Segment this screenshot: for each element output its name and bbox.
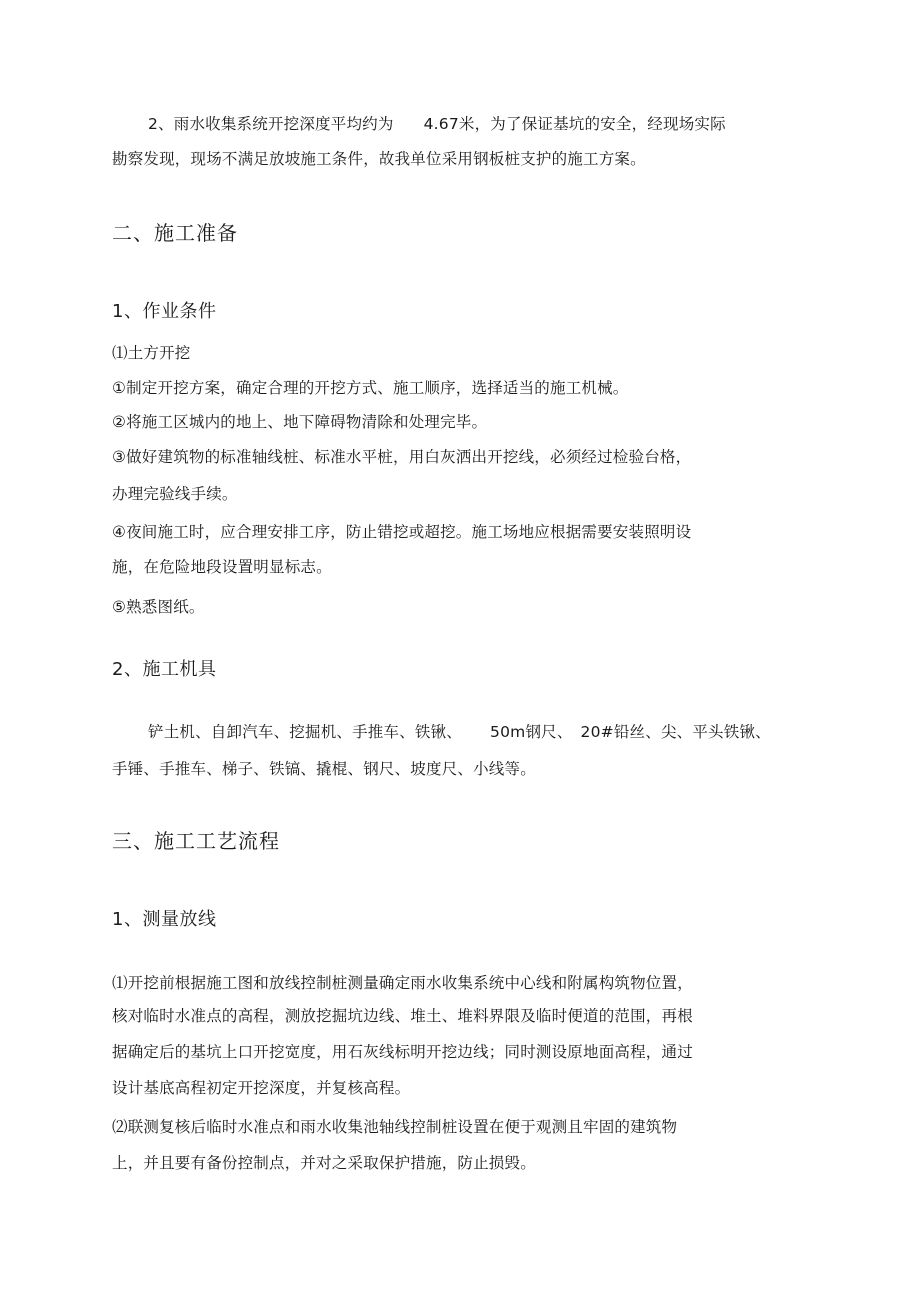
list-item: ③做好建筑物的标准轴线桩、标准水平桩，用白灰洒出开挖线，必须经过检验台格， [112, 448, 692, 466]
list-item: ⑴土方开挖 [112, 344, 191, 362]
list-item: 施，在危险地段设置明显标志。 [112, 558, 332, 576]
tools-text-a: 铲土机、自卸汽车、挖掘机、手推车、铁锹、 [148, 723, 463, 741]
list-item: ⑴开挖前根据施工图和放线控制桩测量确定雨水收集系统中心线和附属构筑物位置， [112, 974, 693, 992]
list-item: 核对临时水准点的高程，测放挖掘坑边线、堆土、堆料界限及临时便道的范围，再根 [112, 1007, 693, 1025]
list-item: ⑤熟悉图纸。 [112, 598, 205, 616]
list-item: ⑵联测复核后临时水准点和雨水收集池轴线控制桩设置在便于观测且牢固的建筑物 [112, 1118, 678, 1136]
list-item: 办理完验线手续。 [112, 485, 238, 503]
subsection-heading-survey-layout: 1、测量放线 [112, 909, 217, 930]
intro-paragraph-line-1 [148, 114, 726, 134]
intro-depth-text: 2、雨水收集系统开挖深度平均约为 [148, 115, 394, 133]
tools-text-c: 20#铅丝、尖、平头铁锹、 [580, 723, 771, 741]
list-item: ④夜间施工时，应合理安排工序，防止错挖或超挖。施工场地应根据需要安装照明设 [112, 523, 692, 541]
list-item: ①制定开挖方案，确定合理的开挖方式、施工顺序，选择适当的施工机械。 [112, 379, 629, 397]
list-item: 上，并且要有备份控制点，并对之采取保护措施，防止损毁。 [112, 1154, 536, 1172]
list-item: ②将施工区城内的地上、地下障碍物清除和处理完毕。 [112, 413, 488, 431]
subsection-heading-tools: 2、施工机具 [112, 659, 217, 680]
section-heading-preparation: 二、施工准备 [112, 221, 238, 245]
tools-paragraph-line-2: 手锤、手推车、梯子、铁镐、撬棍、钢尺、坡度尺、小线等。 [112, 760, 536, 778]
tools-paragraph-line-1 [148, 722, 771, 742]
subsection-heading-work-conditions: 1、作业条件 [112, 301, 217, 322]
tools-text-b: 50m钢尺、 [490, 723, 573, 741]
section-heading-process-flow: 三、施工工艺流程 [112, 829, 280, 853]
intro-paragraph-line-2: 勘察发现，现场不满足放坡施工条件，故我单位采用钢板桩支护的施工方案。 [112, 150, 646, 168]
list-item: 据确定后的基坑上口开挖宽度，用石灰线标明开挖边线；同时测设原地面高程，通过 [112, 1043, 693, 1061]
list-item: 设计基底高程初定开挖深度，并复核高程。 [112, 1079, 411, 1097]
intro-depth-value-text: 4.67米，为了保证基坑的安全，经现场实际 [423, 115, 726, 133]
